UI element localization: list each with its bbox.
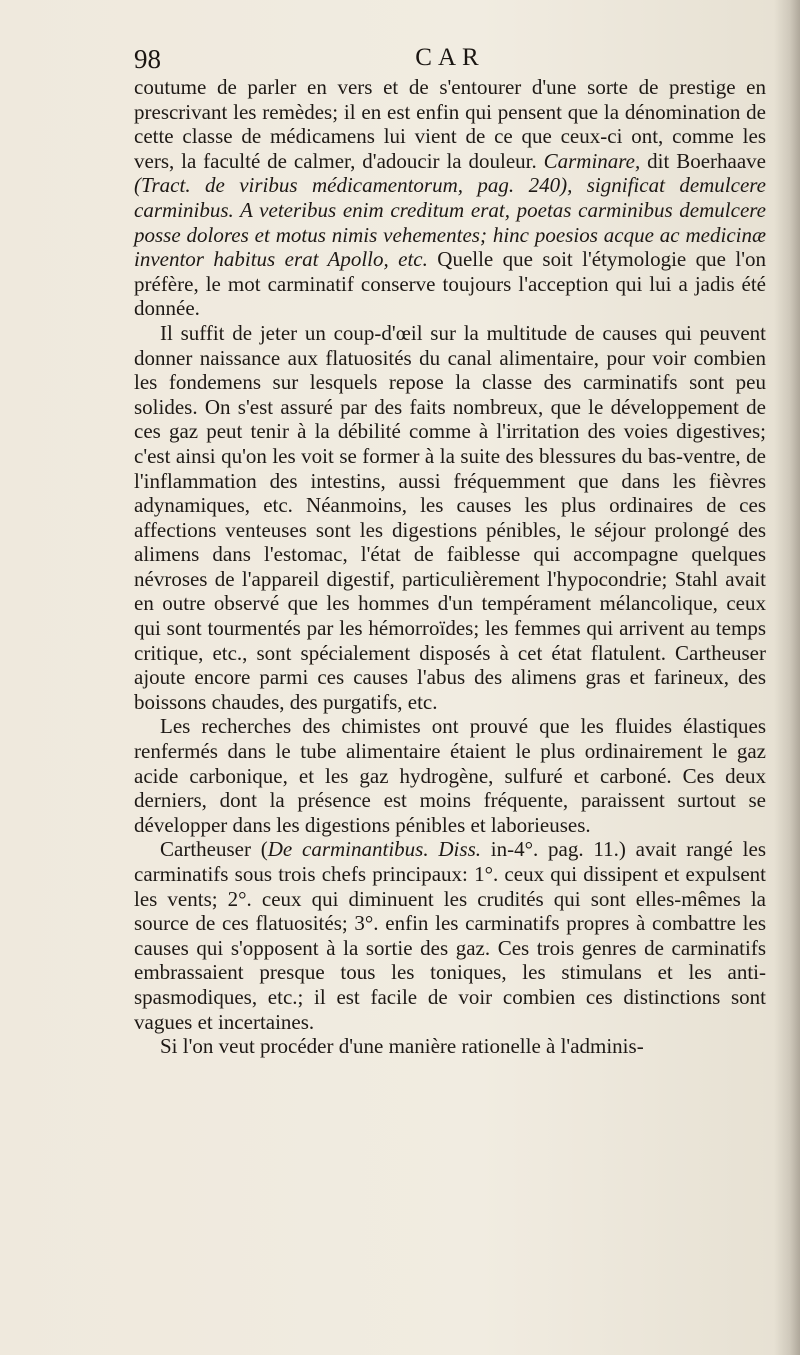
page-number: 98 — [134, 44, 161, 74]
paragraph-3: Les recherches des chimistes ont prouvé que les fluides élastiques renfermés dans le tube alimentaire étaient le plus ordinairement le gaz acide carbonique, et les gaz hydrogène, sulfuré et carboné. Ces deux derniers, dont la présence est moins fréquente, paraissent surtout se développer dans les digestions pénibles et laborieuses. — [134, 714, 766, 837]
paragraph-2: Il suffit de jeter un coup-d'œil sur la multitude de causes qui peuvent donner naissance aux flatuosités du canal alimentaire, pour voir combien les fondemens sur lesquels repose la classe des carminatifs sont peu solides. On s'est assuré par des faits nombreux, que le développement de ces gaz peut tenir à la débilité comme à l'irritation des voies digestives; c'est ainsi qu'on les voit se former à la suite des blessures du bas-ventre, de l'inflammation des intestins, aussi fréquemment que dans les fièvres adynamiques, etc. Néanmoins, les causes les plus ordinaires de ces affections venteuses sont les digestions pénibles, le séjour prolongé des alimens dans l'estomac, l'état de faiblesse qui accompagne quelques névroses de l'appareil digestif, particulièrement l'hypocondrie; Stahl avait en outre observé que les hommes d'un tempérament mélancolique, ceux qui sont tourmentés par les hémorroïdes; les femmes qui arrivent au temps critique, etc., sont spécialement disposés à cet état flatulent. Cartheuser ajoute encore parmi ces causes l'abus des alimens gras et farineux, des boissons chaudes, des purgatifs, etc. — [134, 320, 766, 714]
page-gutter-shadow — [774, 0, 800, 1355]
paragraph-4-start: Cartheuser ( — [160, 837, 268, 862]
page-header — [134, 44, 766, 78]
body-text — [134, 75, 766, 1059]
paragraph-1 — [134, 75, 766, 321]
paragraph-1-conclusion: Quelle que soit l'étymologie que l'on préfère, le mot carminatif conserve toujours l'acception qui lui a jadis été donnée. — [134, 247, 766, 321]
paragraph-4-text: in-4°. pag. 11.) avait rangé les carminatifs sous trois chefs principaux: 1°. ceux qui dissipent et expulsent les vents; 2°. ceux qui diminuent les crudités qui sont elles-mêmes la source de ces flatuosités; 3°. enfin les carminatifs propres à combattre les causes qui s'opposent à la sortie des gaz. Ces trois genres de carminatifs embrassaient presque tous les toniques, les stimulans et les anti-spasmodiques, etc.; il est facile de voir combien ces distinctions sont vagues et incertaines. — [134, 837, 766, 1034]
running-head: CAR — [415, 44, 485, 71]
paragraph-5: Si l'on veut procéder d'une manière rationelle à l'adminis- — [160, 1034, 644, 1059]
paragraph-1-attribution: dit Boerhaave — [640, 148, 766, 173]
paragraph-4-citation: De carminantibus. Diss. — [267, 837, 481, 862]
paragraph-4 — [134, 837, 766, 1034]
paragraph-1-latin-quote: (Tract. de viribus médicamentorum, pag. 240), significat demulcere carminibus. A veteribus enim creditum erat, poetas carminibus demulcere posse dolores et motus nimis vehementes; hinc poesios acque ac medicinæ inventor habitus erat Apollo, etc. — [134, 173, 766, 272]
paragraph-1-text: coutume de parler en vers et de s'entourer d'une sorte de prestige en prescrivant les remèdes; il en est enfin qui pensent que la dénomination de cette classe de médicamens lui vient de ce que ceux-ci ont, comme les vers, la faculté de calmer, d'adoucir la douleur. — [134, 75, 766, 173]
paragraph-1-carminare: Carminare, — [543, 148, 641, 173]
